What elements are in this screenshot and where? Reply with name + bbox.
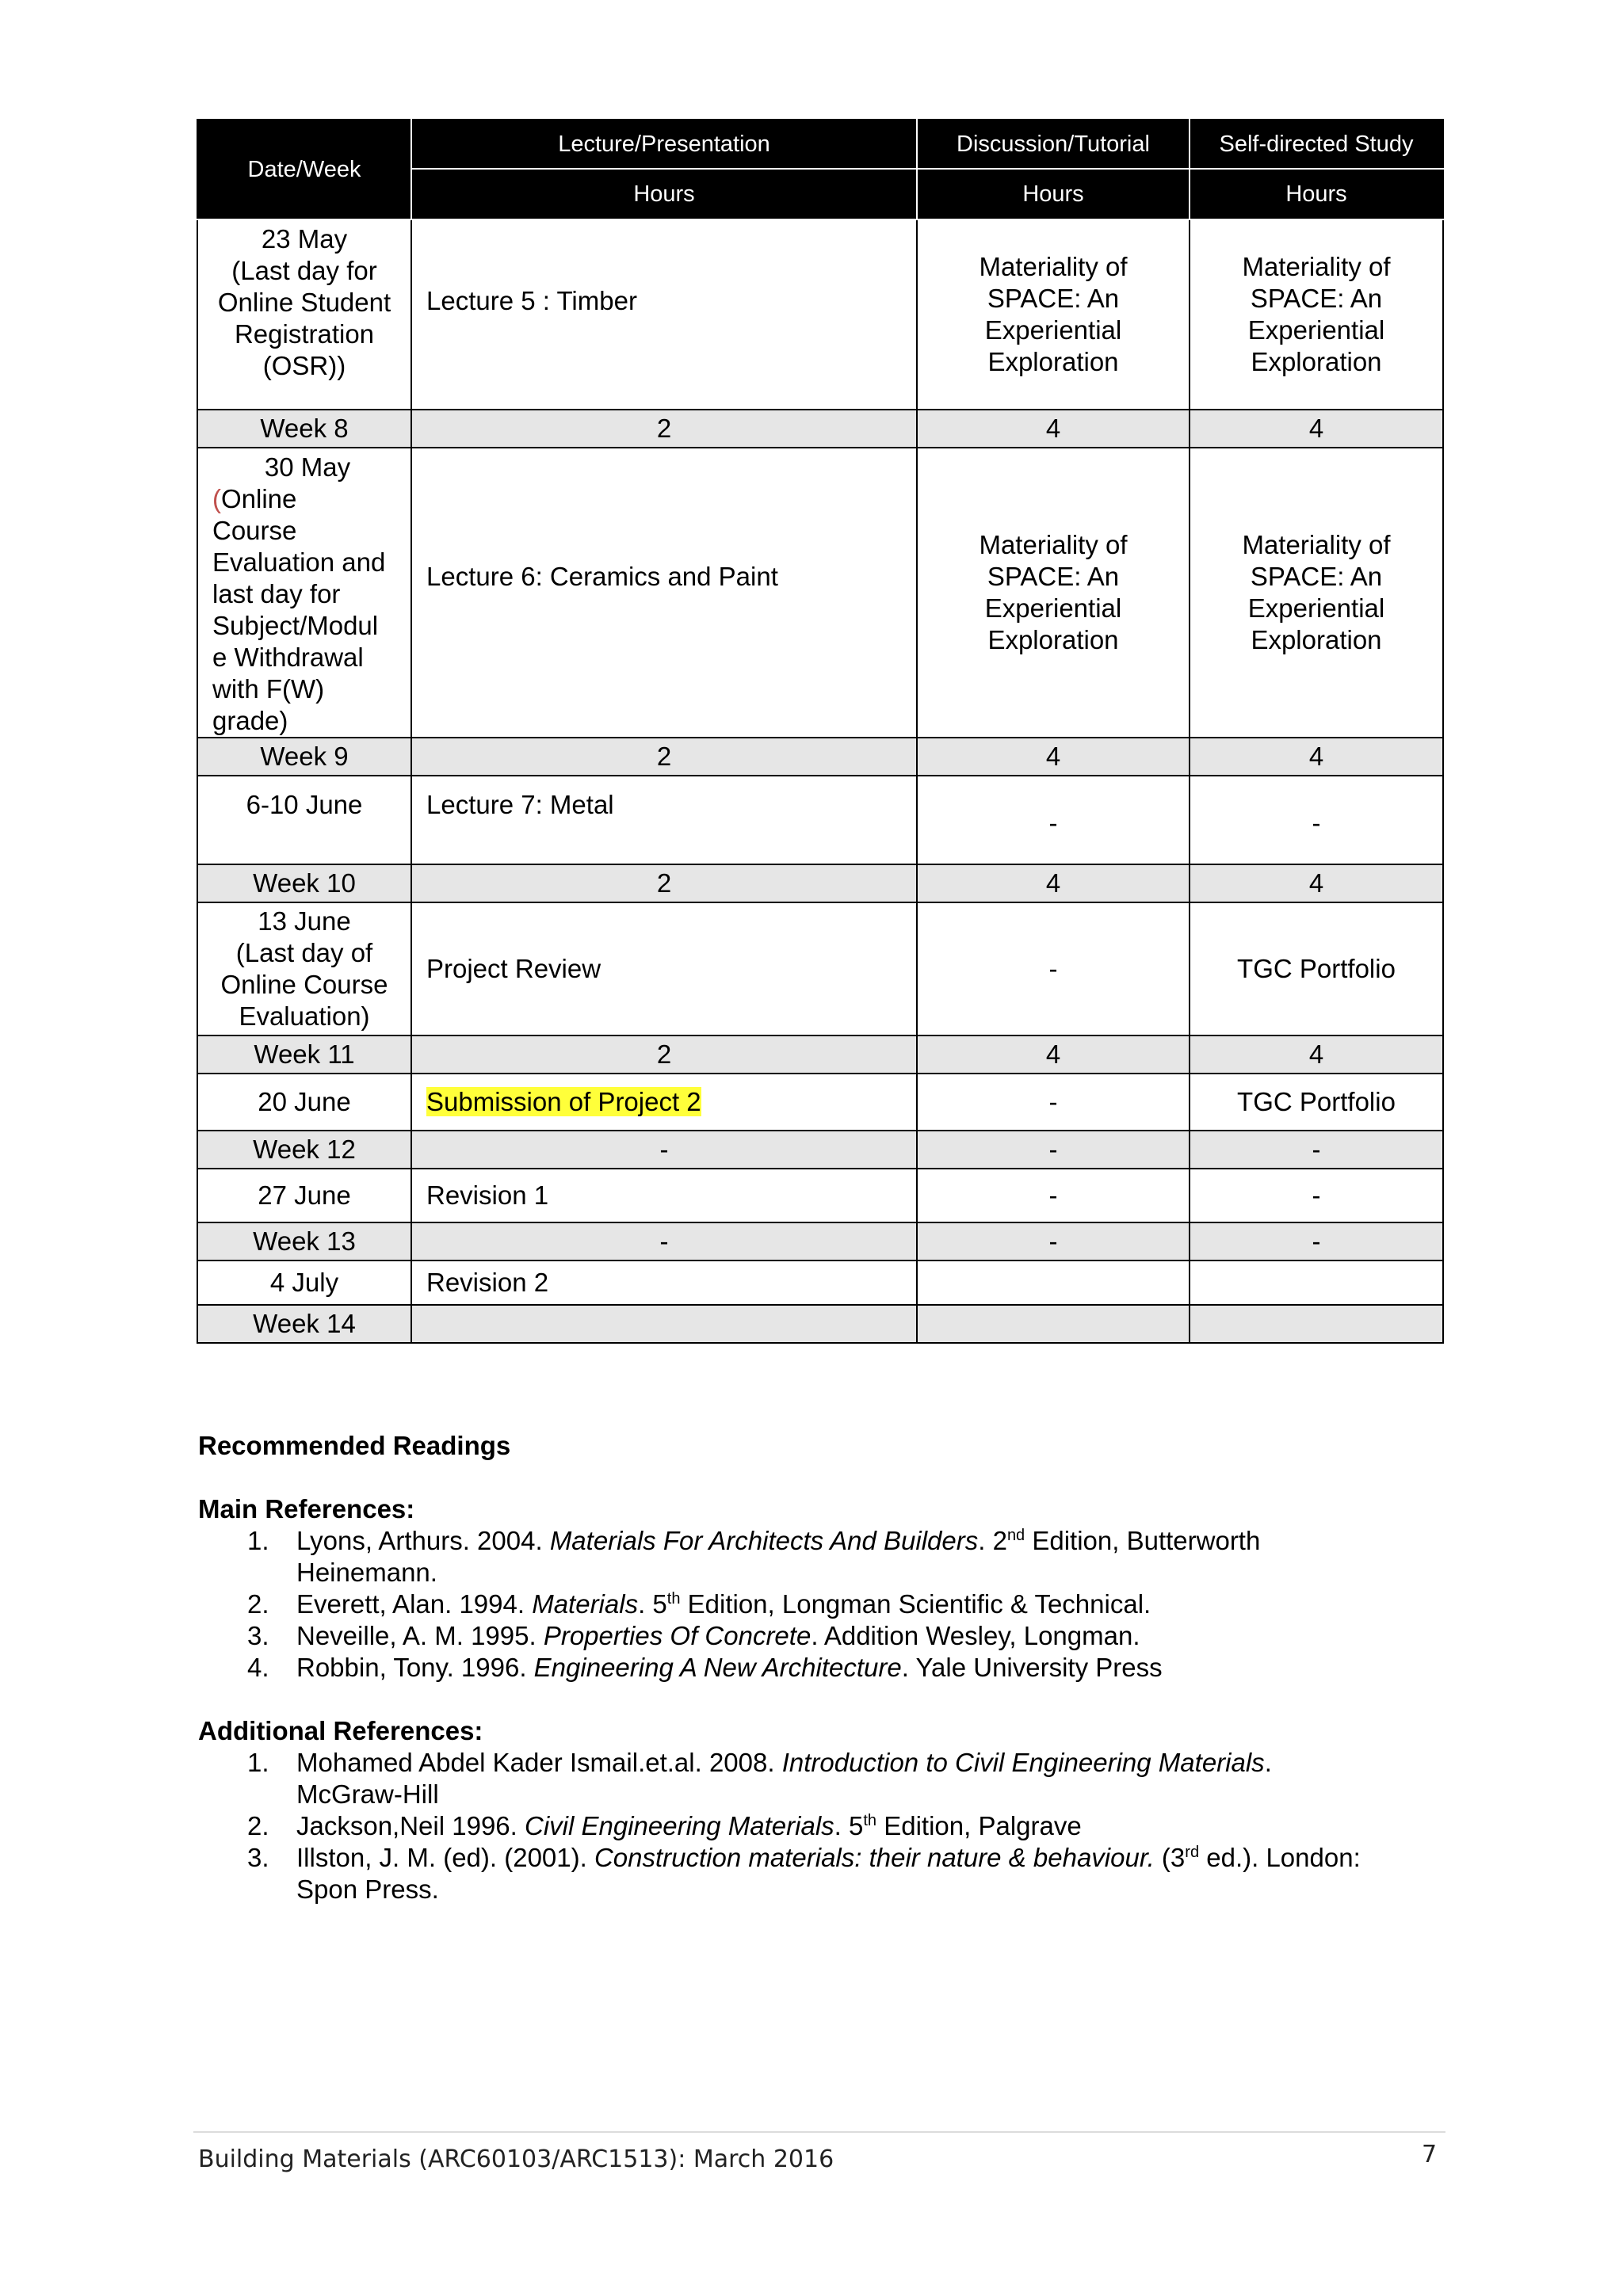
self-study-cell: - — [1190, 1169, 1443, 1222]
week-row — [197, 864, 1443, 902]
self-study-hours — [1190, 1305, 1443, 1343]
list-item: 1. Mohamed Abdel Kader Ismail.et.al. 2008. Introduction to Civil Engineering Materials. McGraw-Hill — [247, 1748, 1272, 1809]
discussion-cell: Materiality of SPACE: An Experiential Exploration — [917, 448, 1190, 738]
week-label: Week 13 — [197, 1222, 411, 1261]
table-row — [197, 219, 1443, 410]
list-item: 3. Neveille, A. M. 1995. Properties Of Concrete. Addition Wesley, Longman. — [247, 1621, 1140, 1650]
self-study-cell — [1190, 1261, 1443, 1305]
discussion-cell: Materiality of SPACE: An Experiential Exploration — [917, 219, 1190, 410]
date-cell: 27 June — [197, 1169, 411, 1222]
self-study-hours: 4 — [1190, 1035, 1443, 1074]
header-date-week: Date/Week — [197, 120, 411, 219]
self-study-hours: 4 — [1190, 864, 1443, 902]
table-row — [197, 1261, 1443, 1305]
week-row — [197, 1131, 1443, 1169]
date-cell: 13 June (Last day of Online Course Evaluation) — [197, 902, 411, 1035]
week-label: Week 11 — [197, 1035, 411, 1074]
header-self-study: Self-directed Study — [1190, 120, 1443, 169]
discussion-cell: - — [917, 1074, 1190, 1131]
footer-divider — [193, 2131, 1445, 2133]
header-hours: Hours — [917, 169, 1190, 219]
week-label: Week 9 — [197, 738, 411, 776]
week-row — [197, 738, 1443, 776]
discussion-hours: 4 — [917, 1035, 1190, 1074]
header-hours: Hours — [1190, 169, 1443, 219]
self-study-hours: - — [1190, 1222, 1443, 1261]
main-references-list — [198, 1525, 1450, 1684]
table-row — [197, 776, 1443, 864]
lecture-cell: Revision 1 — [411, 1169, 917, 1222]
week-label: Week 8 — [197, 410, 411, 448]
list-item: 2. Jackson,Neil 1996. Civil Engineering Materials. 5th Edition, Palgrave — [247, 1811, 1082, 1840]
self-study-cell: - — [1190, 776, 1443, 864]
lecture-cell — [411, 1074, 917, 1131]
discussion-hours — [917, 1305, 1190, 1343]
week-label: Week 14 — [197, 1305, 411, 1343]
discussion-hours: 4 — [917, 864, 1190, 902]
week-label: Week 10 — [197, 864, 411, 902]
week-row — [197, 1035, 1443, 1074]
lecture-hours: - — [411, 1131, 917, 1169]
list-item: 4. Robbin, Tony. 1996. Engineering A New Architecture. Yale University Press — [247, 1653, 1163, 1682]
table-row — [197, 1169, 1443, 1222]
footer-text: Building Materials (ARC60103/ARC1513): March 2016 — [198, 2145, 834, 2173]
discussion-hours: 4 — [917, 410, 1190, 448]
list-item: 3. Illston, J. M. (ed). (2001). Construction materials: their nature & behaviour. (3rd ed.). London: Spon Press. — [247, 1843, 1361, 1904]
table-row — [197, 902, 1443, 1035]
header-discussion: Discussion/Tutorial — [917, 120, 1190, 169]
lecture-hours — [411, 1305, 917, 1343]
lecture-cell: Lecture 5 : Timber — [411, 219, 917, 410]
list-item: 2. Everett, Alan. 1994. Materials. 5th Edition, Longman Scientific & Technical. — [247, 1589, 1151, 1619]
section-title: Recommended Readings — [198, 1431, 511, 1460]
self-study-cell: Materiality of SPACE: An Experiential Exploration — [1190, 219, 1443, 410]
additional-references-list — [198, 1747, 1450, 1905]
self-study-cell: Materiality of SPACE: An Experiential Exploration — [1190, 448, 1443, 738]
discussion-cell: - — [917, 1169, 1190, 1222]
lecture-cell: Lecture 7: Metal — [411, 776, 917, 864]
additional-references-title: Additional References: — [198, 1716, 483, 1745]
table-row — [197, 448, 1443, 738]
header-lecture: Lecture/Presentation — [411, 120, 917, 169]
header-hours: Hours — [411, 169, 917, 219]
lecture-hours: 2 — [411, 864, 917, 902]
week-row — [197, 1222, 1443, 1261]
lecture-cell: Revision 2 — [411, 1261, 917, 1305]
self-study-cell: TGC Portfolio — [1190, 1074, 1443, 1131]
date-cell: 20 June — [197, 1074, 411, 1131]
week-row — [197, 410, 1443, 448]
lecture-hours: 2 — [411, 1035, 917, 1074]
self-study-cell: TGC Portfolio — [1190, 902, 1443, 1035]
page-number: 7 — [1422, 2141, 1438, 2168]
table-row — [197, 1074, 1443, 1131]
list-item: 1. Lyons, Arthurs. 2004. Materials For Architects And Builders. 2nd Edition, Butterworth Heinemann. — [247, 1526, 1261, 1587]
lecture-hours: - — [411, 1222, 917, 1261]
self-study-hours: - — [1190, 1131, 1443, 1169]
main-references-title: Main References: — [198, 1494, 415, 1524]
date-cell: 23 May (Last day for Online Student Registration (OSR)) — [197, 219, 411, 410]
lecture-hours: 2 — [411, 410, 917, 448]
discussion-cell: - — [917, 776, 1190, 864]
self-study-hours: 4 — [1190, 410, 1443, 448]
recommended-readings — [198, 1430, 1450, 1905]
lecture-cell: Lecture 6: Ceramics and Paint — [411, 448, 917, 738]
date-cell: 6-10 June — [197, 776, 411, 864]
discussion-cell — [917, 1261, 1190, 1305]
discussion-cell: - — [917, 902, 1190, 1035]
lecture-cell: Project Review — [411, 902, 917, 1035]
week-row — [197, 1305, 1443, 1343]
submission-highlight: Submission of Project 2 — [426, 1087, 701, 1116]
week-label: Week 12 — [197, 1131, 411, 1169]
lecture-hours: 2 — [411, 738, 917, 776]
discussion-hours: - — [917, 1131, 1190, 1169]
schedule-table — [197, 119, 1444, 1344]
discussion-hours: 4 — [917, 738, 1190, 776]
date-cell: 30 May (Online Course Evaluation and last day for Subject/Modul e Withdrawal with F(W) grade) — [197, 448, 411, 738]
discussion-hours: - — [917, 1222, 1190, 1261]
self-study-hours: 4 — [1190, 738, 1443, 776]
date-cell: 4 July — [197, 1261, 411, 1305]
